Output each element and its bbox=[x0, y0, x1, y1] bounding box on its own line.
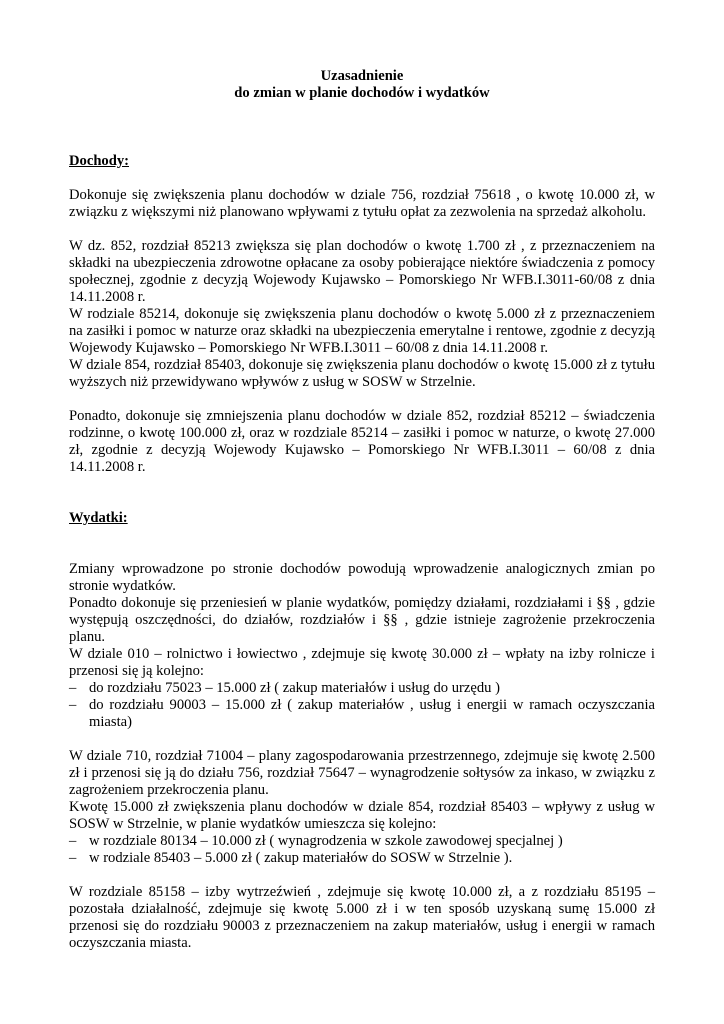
list-item: – w rodziale 85403 – 5.000 zł ( zakup materiałów do SOSW w Strzelnie ). bbox=[69, 850, 513, 866]
title-line-2: do zmian w planie dochodów i wydatków bbox=[234, 85, 490, 101]
dochody-paragraph-3: W rodziale 85214, dokonuje się zwiększenia planu dochodów o kwotę 5.000 zł z przeznaczeniem na zasiłki i pomoc w naturze oraz składki na ubezpieczenia emerytalne i rentowe, zgodnie z decyzją Wojewody Kujawsko – Pomorskiego Nr WFB.I.3011 – 60/08 z dnia 14.11.2008 r. bbox=[69, 306, 655, 356]
list-item: – do rozdziału 90003 – 15.000 zł ( zakup materiałów , usług i energii w ramach oczyszczania miasta) bbox=[69, 697, 655, 730]
dash-bullet: – bbox=[69, 833, 77, 849]
list-item: – w rozdziale 80134 – 10.000 zł ( wynagrodzenia w szkole zawodowej specjalnej ) bbox=[69, 833, 563, 849]
dash-bullet: – bbox=[69, 697, 77, 713]
document-title bbox=[69, 68, 655, 102]
rolnictwo-transfer-list bbox=[69, 680, 655, 731]
sosw-transfer-list bbox=[69, 833, 655, 867]
dochody-heading: Dochody: bbox=[69, 153, 129, 169]
wydatki-paragraph-6: W rozdziale 85158 – izby wytrzeźwień , zdejmuje się kwotę 10.000 zł, a z rozdziału 85195 – pozostała działalność, zdejmuje się kwotę 5.000 zł i w ten sposób uzyskaną sumę 15.000 zł przenosi się do rozdziału 90003 z przeznaczeniem na zakup materiałów, usług i energii w ramach oczyszczania miasta. bbox=[69, 884, 655, 951]
wydatki-paragraph-4: W dziale 710, rozdział 71004 – plany zagospodarowania przestrzennego, zdejmuje się kwotę 2.500 zł i przenosi się ją do działu 756, rozdział 75647 – wynagrodzenie sołtysów za inkaso, w związku z zagrożeniem przekroczenia planu. bbox=[69, 748, 655, 798]
list-item: – do rozdziału 75023 – 15.000 zł ( zakup materiałów i usług do urzędu ) bbox=[69, 680, 500, 696]
dochody-paragraph-5: Ponadto, dokonuje się zmniejszenia planu dochodów w dziale 852, rozdział 85212 – świadczenia rodzinne, o kwotę 100.000 zł, oraz w rozdziale 85214 – zasiłki i pomoc w naturze, o kwotę 27.000 zł, zgodnie z decyzją Wojewody Kujawsko – Pomorskiego Nr WFB.I.3011 – 60/08 z dnia 14.11.2008 r. bbox=[69, 408, 655, 475]
wydatki-paragraph-3: W dziale 010 – rolnictwo i łowiectwo , zdejmuje się kwotę 30.000 zł – wpłaty na izby rolnicze i przenosi się ją kolejno: bbox=[69, 646, 655, 679]
wydatki-paragraph-2: Ponadto dokonuje się przeniesień w planie wydatków, pomiędzy działami, rozdziałami i §§ , gdzie występują oszczędności, do działów, rozdziałów i §§ , gdzie istnieje zagrożenie przekroczenia planu. bbox=[69, 595, 655, 645]
dochody-paragraph-4: W dziale 854, rozdział 85403, dokonuje się zwiększenia planu dochodów o kwotę 15.000 zł z tytułu wyższych niż przewidywano wpływów z usług w SOSW w Strzelnie. bbox=[69, 357, 655, 390]
dash-bullet: – bbox=[69, 850, 77, 866]
wydatki-paragraph-5: Kwotę 15.000 zł zwiększenia planu dochodów w dziale 854, rozdział 85403 – wpływy z usług w SOSW w Strzelnie, w planie wydatków umieszcza się kolejno: bbox=[69, 799, 655, 832]
title-line-1: Uzasadnienie bbox=[320, 68, 404, 84]
document-page bbox=[69, 68, 655, 952]
dochody-paragraph-1: Dokonuje się zwiększenia planu dochodów w dziale 756, rozdział 75618 , o kwotę 10.000 zł, w związku z większymi niż planowano wpływami z tytułu opłat za zezwolenia na sprzedaż alkoholu. bbox=[69, 187, 655, 220]
wydatki-heading: Wydatki: bbox=[69, 510, 128, 526]
dochody-paragraph-2: W dz. 852, rozdział 85213 zwiększa się plan dochodów o kwotę 1.700 zł , z przeznaczeniem na składki na ubezpieczenia zdrowotne opłacane za osoby pobierające niektóre świadczenia z pomocy społecznej, zgodnie z decyzją Wojewody Kujawsko – Pomorskiego Nr WFB.I.3011-60/08 z dnia 14.11.2008 r. bbox=[69, 238, 655, 305]
dash-bullet: – bbox=[69, 680, 77, 696]
wydatki-paragraph-1: Zmiany wprowadzone po stronie dochodów powodują wprowadzenie analogicznych zmian po stronie wydatków. bbox=[69, 561, 655, 594]
